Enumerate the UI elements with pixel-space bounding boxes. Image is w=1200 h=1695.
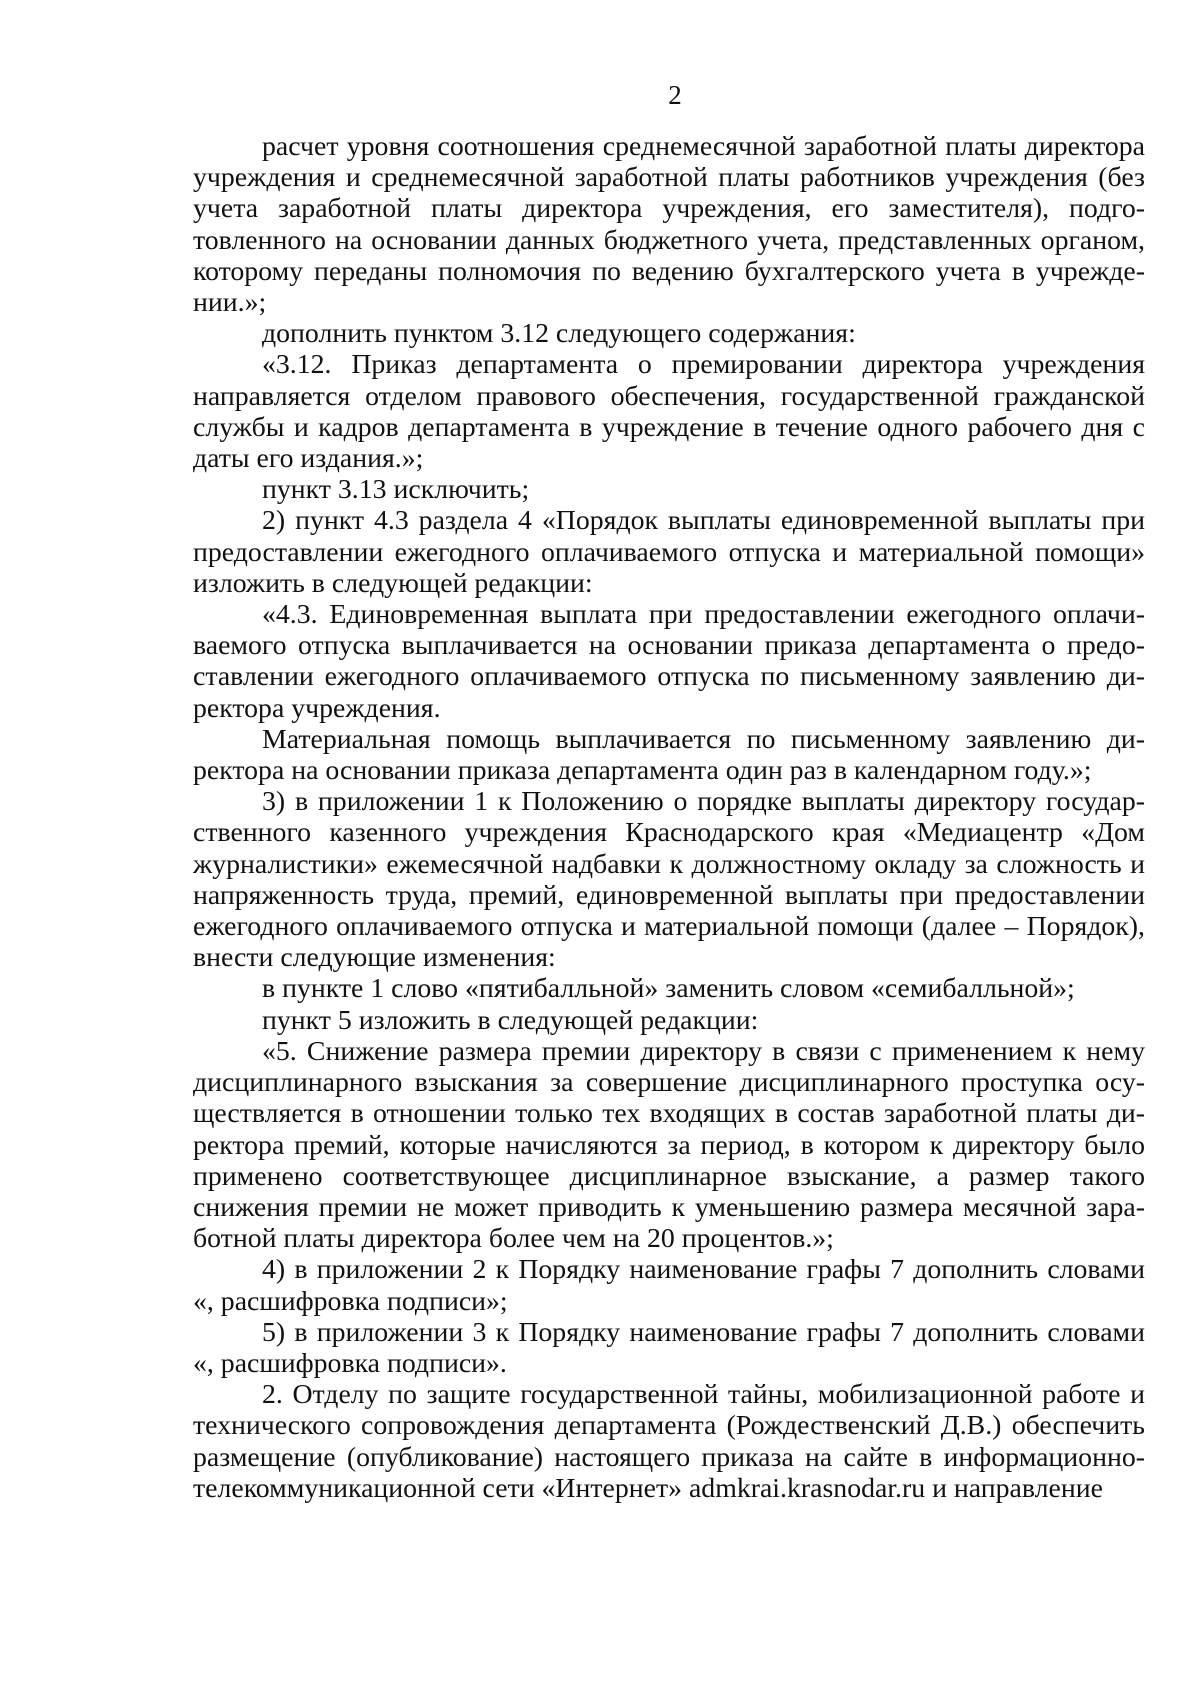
paragraph: 5) в приложении 3 к Порядку наименование графы 7 дополнить словами «, расшифровка подписи». [193, 1316, 1145, 1379]
document-body [193, 131, 1145, 1504]
paragraph: «5. Снижение размера премии директору в связи с применением к нему дисциплинарного взыскания за совершение дисциплинарного проступка осуществляется в отношении только тех входящих в состав заработной платы директора премий, которые начисляются за период, в котором к директору было применено соответствующее дисциплинарное взыскание, а размер такого снижения премии не может приводить к уменьшению размера месячной заработной платы директора более чем на 20 процентов.»; [193, 1035, 1145, 1255]
paragraph: Материальная помощь выплачивается по письменному заявлению директора на основании приказа департамента один раз в календарном году.»; [193, 723, 1145, 787]
paragraph: пункт 3.13 исключить; [262, 474, 530, 506]
paragraph: «4.3. Единовременная выплата при предоставлении ежегодного оплачиваемого отпуска выплачивается на основании приказа департамента о предоставлении ежегодного оплачиваемого отпуска по письменному заявлению директора учреждения. [193, 599, 1145, 724]
paragraph: 2) пункт 4.3 раздела 4 «Порядок выплаты единовременной выплаты при предоставлении ежегодного оплачиваемого отпуска и материальной помощи» изложить в следующей редакции: [193, 505, 1145, 599]
paragraph: в пункте 1 слово «пятибалльной» заменить словом «семибалльной»; [262, 973, 1075, 1005]
paragraph: 4) в приложении 2 к Порядку наименование графы 7 дополнить словами «, расшифровка подписи»; [193, 1254, 1145, 1317]
paragraph: 3) в приложении 1 к Положению о порядке выплаты директору государственного казенного учреждения Краснодарского края «Медиацентр «Дом журналистики» ежемесячной надбавки к должностному окладу за сложность и напряженность труда, премий, единовременной выплаты при предоставлении ежегодного оплачиваемого отпуска и материальной помощи (далее – Порядок), внести следующие изменения: [193, 786, 1145, 974]
paragraph: 2. Отделу по защите государственной тайны, мобилизационной работе и технического сопровождения департамента (Рождественский Д.В.) обеспечить размещение (опубликование) настоящего приказа на сайте в информационно-телекоммуникационной сети «Интернет» admkrai.krasnodar.ru и направление [193, 1379, 1145, 1504]
paragraph: «3.12. Приказ департамента о премировании директора учреждения направляется отделом правового обеспечения, государственной гражданской службы и кадров департамента в учреждение в течение одного рабочего дня с даты его издания.»; [193, 349, 1145, 475]
paragraph: пункт 5 изложить в следующей редакции: [262, 1004, 759, 1036]
paragraph: дополнить пунктом 3.12 следующего содержания: [262, 318, 856, 350]
paragraph: расчет уровня соотношения среднемесячной заработной платы директора учреждения и среднемесячной заработной платы работников учреждения (без учета заработной платы директора учреждения, его заместителя), подготовленного на основании данных бюджетного учета, представленных органом, которому переданы полномочия по ведению бухгалтерского учета в учреждении.»; [193, 131, 1145, 319]
page-number: 2 [668, 80, 682, 110]
